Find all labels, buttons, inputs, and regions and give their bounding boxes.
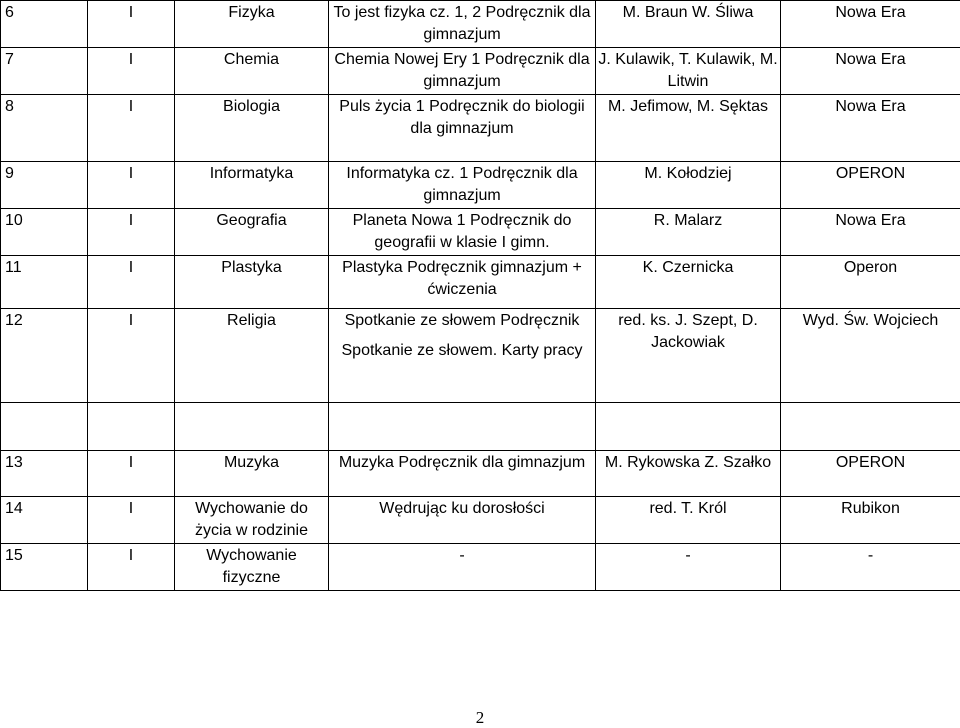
author-cell: R. Malarz — [596, 209, 781, 256]
title-cell: Chemia Nowej Ery 1 Podręcznik dla gimnazjum — [329, 48, 596, 95]
table-row — [1, 497, 960, 544]
subject-cell: Biologia — [175, 95, 329, 162]
row-number: 7 — [1, 48, 88, 95]
row-number: 11 — [1, 256, 88, 309]
row-number: 6 — [1, 1, 88, 48]
author-cell: M. Braun W. Śliwa — [596, 1, 781, 48]
title-cell: Planeta Nowa 1 Podręcznik do geografii w klasie I gimn. — [329, 209, 596, 256]
class-cell: I — [88, 48, 175, 95]
class-cell: I — [88, 497, 175, 544]
class-cell: I — [88, 544, 175, 591]
author-cell: - — [596, 544, 781, 591]
title-cell — [329, 309, 596, 403]
title-line: Spotkanie ze słowem. Karty pracy — [331, 340, 593, 362]
title-cell: Wędrując ku dorosłości — [329, 497, 596, 544]
author-cell: M. Jefimow, M. Sęktas — [596, 95, 781, 162]
publisher-cell: Operon — [781, 256, 960, 309]
title-cell: Puls życia 1 Podręcznik do biologii dla gimnazjum — [329, 95, 596, 162]
row-number: 14 — [1, 497, 88, 544]
subject-cell: Muzyka — [175, 451, 329, 497]
page-number: 2 — [0, 708, 960, 728]
title-cell: Informatyka cz. 1 Podręcznik dla gimnazjum — [329, 162, 596, 209]
class-cell: I — [88, 256, 175, 309]
publisher-cell: Nowa Era — [781, 48, 960, 95]
subject-cell: Plastyka — [175, 256, 329, 309]
class-cell: I — [88, 209, 175, 256]
publisher-cell: OPERON — [781, 162, 960, 209]
author-cell: red. T. Król — [596, 497, 781, 544]
author-cell: K. Czernicka — [596, 256, 781, 309]
class-cell: I — [88, 1, 175, 48]
publisher-cell: Nowa Era — [781, 95, 960, 162]
publisher-cell: Nowa Era — [781, 209, 960, 256]
row-number: 12 — [1, 309, 88, 403]
title-cell: Muzyka Podręcznik dla gimnazjum — [329, 451, 596, 497]
subject-cell: Wychowanie fizyczne — [175, 544, 329, 591]
subject-cell: Chemia — [175, 48, 329, 95]
publisher-cell: Rubikon — [781, 497, 960, 544]
class-cell: I — [88, 451, 175, 497]
title-cell: To jest fizyka cz. 1, 2 Podręcznik dla gimnazjum — [329, 1, 596, 48]
subject-cell: Geografia — [175, 209, 329, 256]
table-row — [1, 544, 960, 591]
author-cell: J. Kulawik, T. Kulawik, M. Litwin — [596, 48, 781, 95]
publisher-cell: Wyd. Św. Wojciech — [781, 309, 960, 403]
class-cell: I — [88, 95, 175, 162]
row-number: 8 — [1, 95, 88, 162]
publisher-cell: Nowa Era — [781, 1, 960, 48]
row-number: 9 — [1, 162, 88, 209]
title-cell: Plastyka Podręcznik gimnazjum + ćwiczenia — [329, 256, 596, 309]
subject-cell: Wychowanie do życia w rodzinie — [175, 497, 329, 544]
subject-cell: Religia — [175, 309, 329, 403]
table-row — [1, 209, 960, 256]
author-cell: M. Kołodziej — [596, 162, 781, 209]
row-number: 10 — [1, 209, 88, 256]
publisher-cell: OPERON — [781, 451, 960, 497]
table-row — [1, 162, 960, 209]
subject-cell: Fizyka — [175, 1, 329, 48]
class-cell: I — [88, 162, 175, 209]
table-row — [1, 95, 960, 162]
row-number: 15 — [1, 544, 88, 591]
table-row — [1, 48, 960, 95]
title-cell: - — [329, 544, 596, 591]
author-cell: red. ks. J. Szept, D. Jackowiak — [596, 309, 781, 403]
table-row — [1, 309, 960, 403]
table-row — [1, 1, 960, 48]
publisher-cell: - — [781, 544, 960, 591]
class-cell: I — [88, 309, 175, 403]
empty-row — [1, 403, 960, 451]
subject-cell: Informatyka — [175, 162, 329, 209]
row-number: 13 — [1, 451, 88, 497]
table-row — [1, 256, 960, 309]
table-row — [1, 451, 960, 497]
title-line: Spotkanie ze słowem Podręcznik — [345, 312, 580, 329]
author-cell: M. Rykowska Z. Szałko — [596, 451, 781, 497]
